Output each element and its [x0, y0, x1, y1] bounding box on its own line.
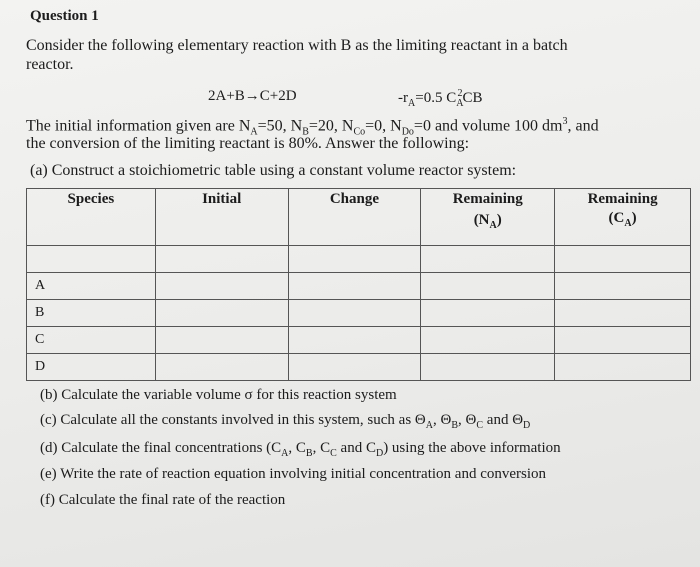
part-b: (b) Calculate the variable volume σ for this reaction system [40, 387, 397, 403]
intro-line-1: Consider the following elementary reaction with B as the limiting reactant in a batch [26, 37, 568, 54]
cell-d-remaining-c[interactable] [555, 354, 691, 381]
cell-c-remaining-c[interactable] [555, 327, 691, 354]
part-d: (d) Calculate the final concentrations ($C_A$, $C_B$, $C_C$ and $C_D$) using the above information [40, 440, 561, 459]
cell-c-change[interactable] [288, 327, 421, 354]
question-title: Question 1 [30, 8, 99, 24]
table-row [27, 327, 691, 354]
cell-d-initial[interactable] [155, 354, 288, 381]
species-b: B [27, 300, 156, 327]
header-species: Species [27, 189, 156, 246]
table-row [27, 273, 691, 300]
part-a: (a) Construct a stoichiometric table using a constant volume reactor system: [30, 162, 517, 179]
info-line-2: the conversion of the limiting reactant is 80%. Answer the following: [26, 135, 470, 152]
table-row [27, 300, 691, 327]
cell-b-remaining-c[interactable] [555, 300, 691, 327]
cell-c-initial[interactable] [155, 327, 288, 354]
species-a: A [27, 273, 156, 300]
cell-a-change[interactable] [288, 273, 421, 300]
header-change: Change [288, 189, 421, 246]
cell-c-remaining-n[interactable] [421, 327, 555, 354]
cell-b-remaining-n[interactable] [421, 300, 555, 327]
info-line-1: The initial information given are $N_A=50$, $N_B=20$, $N_{Co}=0$, $N_{Do}=0$ and volume 100 $dm^3$, and [26, 116, 599, 138]
intro-line-2: reactor. [26, 56, 74, 73]
rate-law: $-r_A=0.5$ $C_A^2CB$ [398, 88, 483, 109]
cell-d-change[interactable] [288, 354, 421, 381]
species-c: C [27, 327, 156, 354]
cell-a-initial[interactable] [155, 273, 288, 300]
reaction-equation: 2A+B→C+2D [208, 88, 297, 104]
part-f: (f) Calculate the final rate of the reaction [40, 492, 286, 508]
cell-a-remaining-c[interactable] [555, 273, 691, 300]
part-c: (c) Calculate all the constants involved in this system, such as $\Theta_A$, $\Theta_B$, $\Theta_C$ and $\Theta_D$ [40, 412, 531, 431]
table-row-empty [27, 246, 691, 273]
header-remaining-n: Remaining $(N_A)$ [421, 189, 555, 246]
cell-d-remaining-n[interactable] [421, 354, 555, 381]
table-row [27, 354, 691, 381]
part-e: (e) Write the rate of reaction equation involving initial concentration and conversion [40, 466, 547, 482]
table-header-row [27, 189, 691, 246]
cell-b-change[interactable] [288, 300, 421, 327]
cell-a-remaining-n[interactable] [421, 273, 555, 300]
header-remaining-c: Remaining $(C_A)$ [555, 189, 691, 246]
stoichiometric-table [26, 188, 691, 381]
cell-b-initial[interactable] [155, 300, 288, 327]
species-d: D [27, 354, 156, 381]
header-initial: Initial [155, 189, 288, 246]
